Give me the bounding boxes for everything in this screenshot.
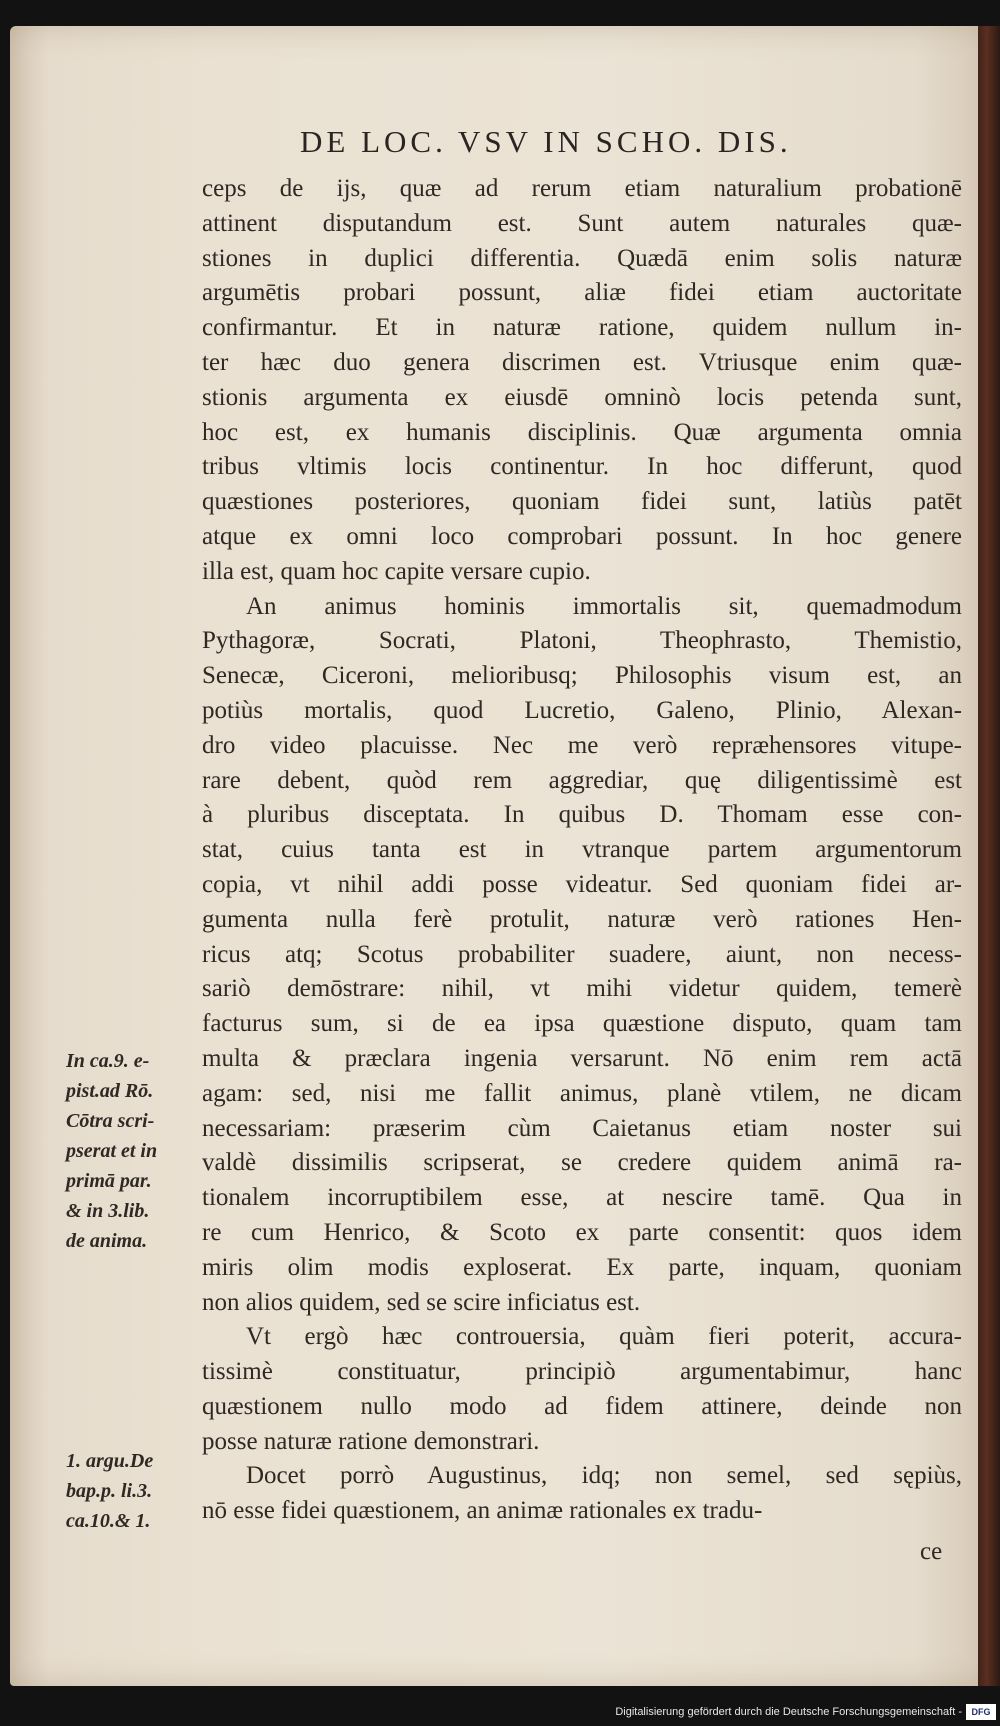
text-line: gumenta nulla ferè protulit, naturæ verò rationes Hen- — [202, 905, 962, 933]
text-line: attinent disputandum est. Sunt autem naturales quæ- — [202, 209, 962, 237]
marginal-note-line: & in 3.lib. — [66, 1200, 150, 1222]
text-line: atque ex omni loco comprobari possunt. In hoc genere — [202, 522, 962, 550]
text-line: tribus vltimis locis continentur. In hoc differunt, quod — [202, 453, 962, 481]
text-line: stiones in duplici differentia. Quædā enim solis naturæ — [202, 244, 962, 272]
digitization-credit: Digitalisierung gefördert durch die Deutsche Forschungsgemeinschaft - — [615, 1706, 962, 1718]
text-line: tissimè constituatur, principiò argumentabimur, hanc — [202, 1358, 962, 1386]
text-line: posse naturæ ratione demonstrari. — [202, 1427, 540, 1455]
text-line: agam: sed, nisi me fallit animus, planè vtilem, ne dicam — [202, 1079, 962, 1107]
text-line: Docet porrò Augustinus, idq; non semel, sed sępiùs, — [246, 1462, 962, 1490]
marginal-note-line: pserat et in — [66, 1140, 158, 1162]
book-binding-edge — [978, 26, 1000, 1686]
marginal-note-line: bap.p. li.3. — [66, 1480, 153, 1502]
text-line: ter hæc duo genera discrimen est. Vtriusque enim quæ- — [202, 348, 962, 376]
text-line: re cum Henrico, & Scoto ex parte consentit: quos idem — [202, 1218, 962, 1246]
text-line: ricus atq; Scotus probabiliter suadere, aiunt, non necess- — [202, 940, 962, 968]
text-line: potiùs mortalis, quod Lucretio, Galeno, Plinio, Alexan- — [202, 696, 962, 724]
text-line: ceps de ijs, quæ ad rerum etiam naturalium probationē — [202, 175, 962, 202]
text-line: necessariam: præserim cùm Caietanus etiam noster sui — [202, 1114, 962, 1142]
text-line: stionis argumenta ex eiusdē omninò locis petenda sunt, — [202, 383, 962, 411]
marginal-note-1 — [66, 1046, 206, 1256]
text-line: dro video placuisse. Nec me verò repræhensores vitupe- — [202, 731, 962, 759]
text-line: quæstiones posteriores, quoniam fidei sunt, latiùs patēt — [202, 488, 962, 516]
text-line: nō esse fidei quæstionem, an animæ rationales ex tradu- — [202, 1497, 763, 1525]
marginal-note-line: ca.10.& 1. — [66, 1510, 151, 1532]
text-line: valdè dissimilis scripserat, se credere quidem animā ra- — [202, 1149, 962, 1177]
marginal-note-line: pist.ad Rō. — [66, 1080, 154, 1102]
text-line: miris olim modis exploserat. Ex parte, inquam, quoniam — [202, 1253, 962, 1281]
catchword: ce — [920, 1538, 943, 1565]
text-line: Vt ergò hæc controuersia, quàm fieri poterit, accura- — [246, 1323, 962, 1351]
text-line: confirmantur. Et in naturæ ratione, quidem nullum in- — [202, 314, 962, 342]
text-line: An animus hominis immortalis sit, quemadmodum — [246, 592, 962, 620]
text-line: Senecæ, Ciceroni, melioribusq; Philosophis visum est, an — [202, 662, 962, 690]
text-line: rare debent, quòd rem aggrediar, quę diligentissimè est — [202, 766, 962, 794]
text-line: argumētis probari possunt, aliæ fidei etiam auctoritate — [202, 279, 962, 307]
text-line: hoc est, ex humanis disciplinis. Quæ argumenta omnia — [202, 418, 962, 446]
text-line: multa & præclara ingenia versarunt. Nō enim rem actā — [202, 1044, 962, 1072]
text-line: illa est, quam hoc capite versare cupio. — [202, 557, 591, 585]
marginal-note-2 — [66, 1446, 206, 1536]
body-text — [202, 172, 962, 1529]
text-line: tionalem incorruptibilem esse, at nescire tamē. Qua in — [202, 1184, 962, 1212]
text-line: quæstionem nullo modo ad fidem attinere, deinde non — [202, 1392, 962, 1420]
marginal-note-line: Cōtra scri- — [66, 1110, 155, 1132]
marginal-note-line: In ca.9. e- — [66, 1050, 150, 1072]
text-line: Pythagoræ, Socrati, Platoni, Theophrasto, Themistio, — [202, 627, 962, 655]
marginal-note-line: de anima. — [66, 1230, 148, 1252]
text-line: stat, cuius tanta est in vtranque partem argumentorum — [202, 836, 962, 864]
marginal-note-line: primā par. — [66, 1170, 152, 1192]
dfg-logo: DFG — [966, 1704, 996, 1720]
marginal-note-line: 1. argu.De — [66, 1450, 154, 1472]
running-head: DE LOC. VSV IN SCHO. DIS. — [300, 124, 792, 159]
text-line: à pluribus disceptata. In quibus D. Thomam esse con- — [202, 801, 962, 829]
text-line: non alios quidem, sed se scire inficiatus est. — [202, 1288, 641, 1316]
text-line: facturus sum, si de ea ipsa quæstione disputo, quam tam — [202, 1010, 962, 1038]
text-line: copia, vt nihil addi posse videatur. Sed quoniam fidei ar- — [202, 870, 962, 898]
text-line: sariò demōstrare: nihil, vt mihi videtur quidem, temerè — [202, 975, 962, 1003]
